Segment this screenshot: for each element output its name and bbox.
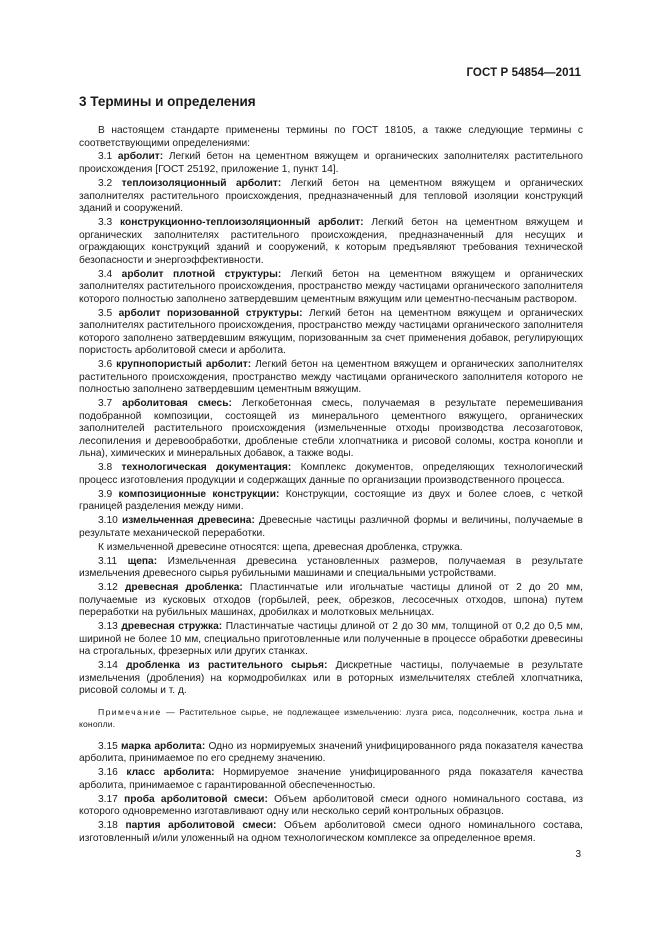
- term-entry: [79, 217, 583, 267]
- term-name: арболитовая смесь:: [122, 398, 232, 410]
- term-entry: [79, 398, 583, 461]
- term-definition: Измельченная древесина установленных размеров, получаемая в результате измельчения древесного сырья рубильными машинами и специальными устройствами.: [79, 555, 583, 580]
- term-entry: [79, 515, 583, 540]
- term-name: щепа:: [127, 555, 158, 567]
- term-entry: [79, 462, 583, 487]
- term-name: партия арболитовой смеси:: [125, 820, 277, 832]
- term-number: 3.10: [98, 515, 118, 527]
- term-number: 3.11: [98, 555, 118, 567]
- term-number: 3.16: [98, 767, 118, 779]
- term-entry: [79, 178, 583, 216]
- term-entry: [79, 794, 583, 819]
- term-name: измельченная древесина:: [121, 515, 255, 527]
- term-number: 3.6: [98, 359, 113, 371]
- section-body: [79, 125, 583, 847]
- page-number: 3: [575, 849, 581, 860]
- terms-list: [79, 741, 583, 846]
- terms-list: [79, 151, 583, 540]
- term-definition: Легкий бетон на цементном вяжущем и органических заполнителях растительного происхождения, предназначенный для несущих и ограждающих конструкций зданий и сооружений, к которым предъявляют требования технической безопасности и энергоэффективности.: [79, 217, 583, 266]
- term-name: древесная дробленка:: [124, 582, 243, 594]
- note: [79, 706, 583, 730]
- term-entry: [79, 359, 583, 397]
- term-name: арболит:: [117, 151, 164, 163]
- term-number: 3.5: [98, 307, 113, 319]
- term-number: 3.8: [98, 462, 113, 474]
- term-name: марка арболита:: [121, 740, 206, 752]
- chopped-wood-list: К измельченной древесине относятся: щепа, древесная дробленка, стружка.: [98, 541, 463, 553]
- term-entry: [79, 767, 583, 792]
- term-name: технологическая документация:: [121, 462, 292, 474]
- term-definition: Легкобетонная смесь, получаемая в результате перемешивания подобранной композиции, состоящей из минерального цементного вяжущего, органических заполнителей растительного происхождения (измельченные отходы производства лесозаготовок, лесопиления и деревообработки, дробленые стебли хлопчатника и рисовой соломы, костра конопли и льна), химических и минеральных добавок, а также воды.: [79, 398, 583, 460]
- term-entry: [79, 489, 583, 514]
- term-definition: Объем арболитовой смеси одного номинального состава, из которого одновременно изготавливают одну или несколько серий контрольных образцов.: [79, 793, 583, 818]
- term-name: арболит плотной структуры:: [121, 268, 282, 280]
- term-number: 3.4: [98, 268, 113, 280]
- term-name: теплоизоляционный арболит:: [121, 177, 282, 189]
- term-definition: Нормируемое значение унифицированного ряда показателя качества арболита, принимаемое с гарантированной обеспеченностью.: [79, 767, 583, 791]
- term-definition: Древесные частицы различной формы и величины, получаемые в результате механической переработки.: [79, 515, 583, 539]
- term-number: 3.7: [98, 398, 113, 410]
- term-number: 3.17: [98, 793, 118, 805]
- section-title: 3 Термины и определения: [79, 94, 256, 109]
- term-name: конструкционно-теплоизоляционный арболит:: [120, 217, 364, 228]
- note-text: — Растительное сырье, не подлежащее измельчению: лузга риса, подсолнечник, костра льна и конопли.: [79, 706, 583, 729]
- term-name: класс арболита:: [126, 767, 215, 779]
- term-name: композиционные конструкции:: [118, 488, 280, 500]
- term-number: 3.3: [98, 217, 113, 228]
- term-number: 3.2: [98, 177, 113, 189]
- term-definition: Пластинчатые или игольчатые частицы длиной от 2 до 20 мм, получаемые из кусковых отходов (горбылей, реек, обрезков, лесосечных отходов, шпона) путем переработки на рубильных машинах, дробилках и молотковых мельницах.: [79, 582, 583, 619]
- term-number: 3.15: [98, 740, 118, 752]
- term-definition: Легкий бетон на цементном вяжущем и органических заполнителях растительного происхождения, пространство между частицами органического заполнителя которого не полностью заполнено затвердевшим цементным вяжущим.: [79, 359, 583, 396]
- term-entry: [79, 151, 583, 176]
- term-definition: Дискретные частицы, получаемые в результате измельчения (дробления) на кормодробилках или в роторных измельчителях стеблей хлопчатника, рисовой соломы и т. д.: [79, 660, 583, 697]
- term-name: проба арболитовой смеси:: [124, 793, 268, 805]
- term-entry: [79, 660, 583, 698]
- term-definition: Легкий бетон на цементном вяжущем и органических заполнителях растительного происхождения, предназначенный для тепловой изоляции конструкций зданий и сооружений.: [79, 177, 584, 215]
- document-id: ГОСТ Р 54854—2011: [466, 67, 581, 79]
- term-definition: Объем арболитовой смеси одного номинального состава, изготовленный и/или уложенный на одном технологическом комплексе за определенное время.: [79, 820, 583, 844]
- term-entry: [79, 741, 583, 766]
- term-number: 3.9: [98, 488, 113, 500]
- term-definition: Конструкции, состоящие из двух и более слоев, с четкой границей разделения между ними.: [79, 488, 583, 513]
- note-label: Примечание: [98, 706, 162, 717]
- term-entry: [79, 269, 583, 307]
- term-number: 3.1: [98, 151, 113, 163]
- term-number: 3.13: [98, 621, 118, 633]
- terms-list: [79, 556, 583, 698]
- term-number: 3.12: [98, 582, 118, 594]
- term-name: арболит поризованной структуры:: [118, 307, 303, 319]
- term-entry: [79, 820, 583, 845]
- term-entry: [79, 308, 583, 358]
- term-definition: Легкий бетон на цементном вяжущем и органических заполнителях растительного происхождения [ГОСТ 25192, приложение 1, пункт 14].: [79, 151, 583, 176]
- term-definition: Легкий бетон на цементном вяжущем и органических заполнителях растительного происхождения, пространство между частицами органического заполнителя которого заполнено затвердевшим вяжущим, поризованным за счет применения добавок, регулирующих пористость арболитовой смеси и арболита.: [79, 307, 583, 357]
- term-number: 3.18: [98, 820, 118, 832]
- term-name: крупнопористый арболит:: [116, 359, 252, 371]
- intro-paragraph: В настоящем стандарте применены термины по ГОСТ 18105, а также следующие термины с соответствующими определениями:: [79, 125, 583, 149]
- term-number: 3.14: [98, 660, 118, 672]
- term-definition: Одно из нормируемых значений унифицированного ряда показателя качества арболита, принимаемое по его среднему значению.: [79, 740, 583, 765]
- term-entry: [79, 621, 583, 659]
- term-name: древесная стружка:: [121, 621, 223, 633]
- term-definition: Пластинчатые частицы длиной от 2 до 30 мм, толщиной от 0,2 до 0,5 мм, шириной не более 10 мм, специально приготовленные или полученные в процессе обработки древесины на строгальных, фрезерных или других станках.: [79, 621, 583, 658]
- term-entry: [79, 556, 583, 581]
- term-entry: [79, 582, 583, 620]
- term-definition: Комплекс документов, определяющих технологический процесс изготовления продукции и содержащих данные по организации производственного процесса.: [79, 462, 583, 486]
- term-name: дробленка из растительного сырья:: [126, 660, 328, 672]
- term-definition: Легкий бетон на цементном вяжущем и органических заполнителях растительного происхождения, пространство между частицами органического заполнителя которого полностью заполнено затвердевшим цементным вяжущим или цементно-песчаным раствором.: [79, 268, 583, 305]
